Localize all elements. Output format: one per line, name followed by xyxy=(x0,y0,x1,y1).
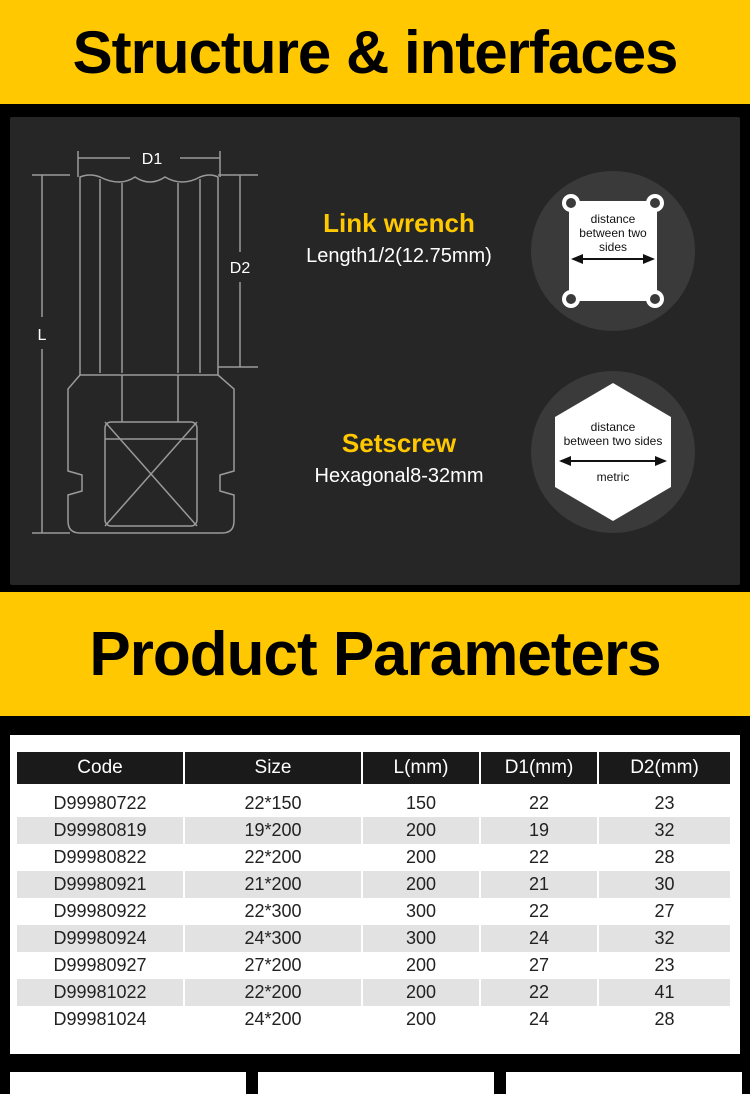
cell-l: 200 xyxy=(362,952,480,979)
table-row xyxy=(17,1006,730,1033)
cell-l: 300 xyxy=(362,898,480,925)
cell-d1: 22 xyxy=(480,898,598,925)
cell-size: 24*300 xyxy=(184,925,362,952)
cell-l: 300 xyxy=(362,925,480,952)
cell-code: D99980722 xyxy=(17,790,184,817)
thumbnail-strip xyxy=(0,1068,750,1090)
socket-diagram xyxy=(10,117,270,557)
cell-l: 200 xyxy=(362,844,480,871)
cell-d2: 28 xyxy=(598,844,730,871)
link-wrench-title: Link wrench xyxy=(323,208,475,238)
cell-d1: 22 xyxy=(480,790,598,817)
hex-icon-line1: distance xyxy=(590,420,636,434)
cell-size: 22*150 xyxy=(184,790,362,817)
parameters-title: Product Parameters xyxy=(89,619,661,689)
square-icon-line1: distance xyxy=(590,212,636,226)
table-row xyxy=(17,844,730,871)
cell-l: 200 xyxy=(362,871,480,898)
cell-code: D99980924 xyxy=(17,925,184,952)
header-code: Code xyxy=(17,752,184,784)
cell-l: 200 xyxy=(362,817,480,844)
cell-d1: 19 xyxy=(480,817,598,844)
cell-d2: 30 xyxy=(598,871,730,898)
parameters-table-container xyxy=(10,735,740,1054)
d2-label: D2 xyxy=(229,260,251,277)
cell-d2: 32 xyxy=(598,925,730,952)
cell-d1: 27 xyxy=(480,952,598,979)
cell-size: 24*200 xyxy=(184,1006,362,1033)
structure-panel xyxy=(10,117,740,585)
cell-d1: 24 xyxy=(480,925,598,952)
header-size: Size xyxy=(184,752,362,784)
cell-l: 200 xyxy=(362,1006,480,1033)
cell-d1: 22 xyxy=(480,844,598,871)
hexagon-size-icon xyxy=(531,371,695,533)
square-size-icon xyxy=(531,171,695,331)
square-icon-line3: sides xyxy=(598,240,628,254)
parameters-banner xyxy=(0,592,750,716)
cell-size: 21*200 xyxy=(184,871,362,898)
link-wrench-feature xyxy=(269,208,529,268)
cell-d1: 22 xyxy=(480,979,598,1006)
square-icon-line2: between two xyxy=(579,226,647,240)
cell-code: D99981022 xyxy=(17,979,184,1006)
link-wrench-desc: Length1/2(12.75mm) xyxy=(306,245,492,267)
cell-l: 200 xyxy=(362,979,480,1006)
cell-code: D99981024 xyxy=(17,1006,184,1033)
setscrew-feature xyxy=(269,428,529,488)
setscrew-title: Setscrew xyxy=(341,428,457,458)
cell-l: 150 xyxy=(362,790,480,817)
cell-d1: 24 xyxy=(480,1006,598,1033)
structure-banner xyxy=(0,0,750,104)
header-l: L(mm) xyxy=(362,752,480,784)
square-drive-icon xyxy=(531,171,695,331)
cell-size: 22*200 xyxy=(184,979,362,1006)
cell-size: 22*200 xyxy=(184,844,362,871)
d1-label: D1 xyxy=(141,151,163,168)
cell-code: D99980921 xyxy=(17,871,184,898)
cell-size: 19*200 xyxy=(184,817,362,844)
header-d2: D2(mm) xyxy=(598,752,730,784)
cell-d2: 28 xyxy=(598,1006,730,1033)
thumbnail[interactable] xyxy=(10,1072,246,1094)
hex-drive-icon xyxy=(531,371,695,533)
cell-size: 27*200 xyxy=(184,952,362,979)
table-row xyxy=(17,979,730,1006)
structure-title: Structure & interfaces xyxy=(72,18,678,86)
table-row xyxy=(17,898,730,925)
cell-code: D99980927 xyxy=(17,952,184,979)
cell-d2: 32 xyxy=(598,817,730,844)
cell-d1: 21 xyxy=(480,871,598,898)
hex-icon-line3: metric xyxy=(596,470,630,484)
table-row xyxy=(17,790,730,817)
cell-code: D99980822 xyxy=(17,844,184,871)
table-row xyxy=(17,871,730,898)
cell-d2: 41 xyxy=(598,979,730,1006)
cell-size: 22*300 xyxy=(184,898,362,925)
parameters-table xyxy=(17,752,730,1033)
table-row xyxy=(17,952,730,979)
cell-code: D99980922 xyxy=(17,898,184,925)
header-d1: D1(mm) xyxy=(480,752,598,784)
thumbnail[interactable] xyxy=(506,1072,742,1094)
table-row xyxy=(17,817,730,844)
table-header-row xyxy=(17,752,730,784)
cell-d2: 27 xyxy=(598,898,730,925)
hex-icon-line2: between two sides xyxy=(563,434,663,448)
cell-code: D99980819 xyxy=(17,817,184,844)
l-label: L xyxy=(37,327,47,344)
cell-d2: 23 xyxy=(598,952,730,979)
table-row xyxy=(17,925,730,952)
cell-d2: 23 xyxy=(598,790,730,817)
thumbnail[interactable] xyxy=(258,1072,494,1094)
setscrew-desc: Hexagonal8-32mm xyxy=(314,465,484,487)
